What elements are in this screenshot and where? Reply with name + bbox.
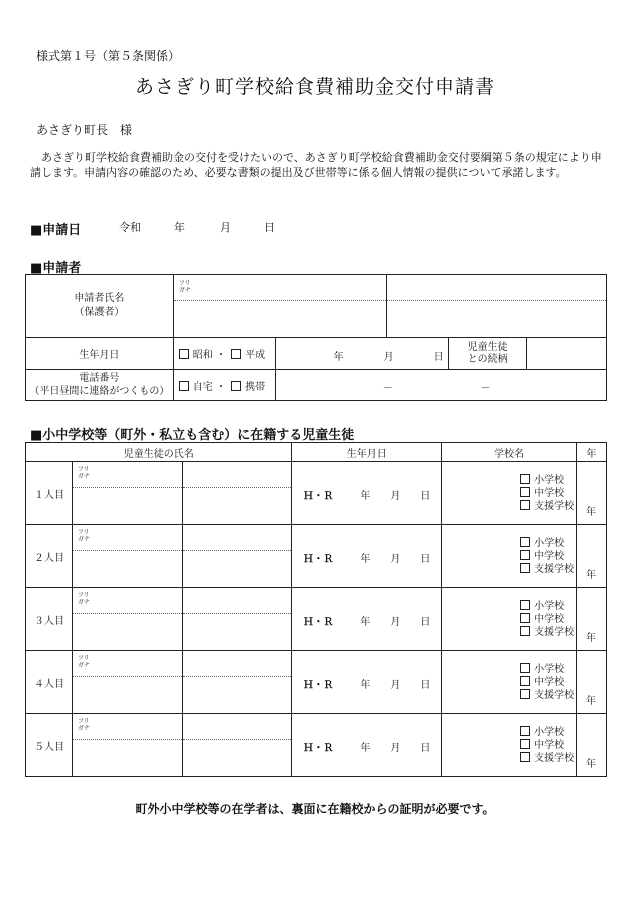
student-birth-field[interactable]: Ｈ・Ｒ 年 月 日 (292, 714, 442, 777)
showa-checkbox[interactable] (179, 349, 189, 359)
student-school-options[interactable]: 小学校 中学校 支援学校 (442, 714, 577, 777)
student-birth-field[interactable]: Ｈ・Ｒ 年 月 日 (292, 525, 442, 588)
student-name-field[interactable] (182, 714, 292, 777)
student-name-field[interactable] (182, 651, 292, 714)
footer-note: 町外小中学校等の在学者は、裏面に在籍校からの証明が必要です。 (135, 802, 495, 816)
support-school-checkbox[interactable] (520, 689, 530, 699)
phone-type-options[interactable]: 自宅 ・ 携帯 (173, 370, 275, 401)
elementary-checkbox[interactable] (520, 726, 530, 736)
student-school-options[interactable]: 小学校 中学校 支援学校 (442, 588, 577, 651)
applicant-name-field[interactable] (173, 275, 387, 338)
student-row (26, 462, 607, 525)
junior-high-checkbox[interactable] (520, 676, 530, 686)
furigana-label: フリ ガナ (77, 466, 90, 480)
elementary-checkbox[interactable] (520, 663, 530, 673)
student-school-options[interactable]: 小学校 中学校 支援学校 (442, 525, 577, 588)
support-school-checkbox[interactable] (520, 752, 530, 762)
elementary-checkbox[interactable] (520, 537, 530, 547)
applicant-table (25, 274, 607, 401)
junior-high-checkbox[interactable] (520, 487, 530, 497)
birth-date-field[interactable]: 年 月 日 (275, 338, 449, 370)
student-furigana-field[interactable] (72, 588, 182, 651)
student-row (26, 714, 607, 777)
student-name-field[interactable] (182, 525, 292, 588)
col-grade: 年 (577, 443, 607, 462)
furigana-label: フリ ガナ (77, 655, 90, 669)
junior-high-checkbox[interactable] (520, 739, 530, 749)
student-grade-field[interactable]: 年 (577, 714, 607, 777)
furigana-label: フリ ガナ (77, 718, 90, 732)
support-school-checkbox[interactable] (520, 500, 530, 510)
student-grade-field[interactable]: 年 (577, 525, 607, 588)
student-grade-field[interactable]: 年 (577, 462, 607, 525)
application-date-heading: ■申請日 (30, 223, 82, 238)
student-index: ５人目 (26, 714, 73, 777)
support-school-checkbox[interactable] (520, 563, 530, 573)
students-table (25, 442, 607, 777)
student-furigana-field[interactable] (72, 525, 182, 588)
student-birth-field[interactable]: Ｈ・Ｒ 年 月 日 (292, 462, 442, 525)
student-index: ３人目 (26, 588, 73, 651)
student-row (26, 588, 607, 651)
student-grade-field[interactable]: 年 (577, 588, 607, 651)
applicant-heading: ■申請者 (30, 261, 82, 276)
student-birth-field[interactable]: Ｈ・Ｒ 年 月 日 (292, 651, 442, 714)
relation-label: 児童生徒 との続柄 (449, 338, 527, 370)
addressee: あさぎり町長 様 (36, 123, 133, 137)
student-furigana-field[interactable] (72, 462, 182, 525)
applicant-name-label: 申請者氏名 （保護者） (26, 275, 174, 338)
student-grade-field[interactable]: 年 (577, 651, 607, 714)
student-school-options[interactable]: 小学校 中学校 支援学校 (442, 462, 577, 525)
student-index: １人目 (26, 462, 73, 525)
student-school-options[interactable]: 小学校 中学校 支援学校 (442, 651, 577, 714)
student-name-field[interactable] (182, 588, 292, 651)
student-furigana-field[interactable] (72, 714, 182, 777)
phone-label: 電話番号 （平日昼間に連絡がつくもの） (26, 370, 174, 401)
date-month-field[interactable]: 月 (220, 221, 231, 234)
mobile-phone-checkbox[interactable] (231, 381, 241, 391)
student-index: ２人目 (26, 525, 73, 588)
relation-field[interactable] (527, 338, 607, 370)
application-date-row (30, 219, 330, 238)
student-birth-field[interactable]: Ｈ・Ｒ 年 月 日 (292, 588, 442, 651)
junior-high-checkbox[interactable] (520, 550, 530, 560)
home-phone-checkbox[interactable] (179, 381, 189, 391)
birth-era-options[interactable]: 昭和 ・ 平成 (173, 338, 275, 370)
student-row (26, 651, 607, 714)
col-student-name: 児童生徒の氏名 (26, 443, 292, 462)
applicant-name-field-2[interactable] (387, 275, 607, 338)
col-birth: 生年月日 (292, 443, 442, 462)
students-heading: ■小中学校等（町外・私立も含む）に在籍する児童生徒 (30, 428, 355, 443)
col-school: 学校名 (442, 443, 577, 462)
student-furigana-field[interactable] (72, 651, 182, 714)
phone-number-field[interactable]: － － (275, 370, 606, 401)
elementary-checkbox[interactable] (520, 474, 530, 484)
student-row (26, 525, 607, 588)
furigana-label: フリ ガナ (77, 529, 90, 543)
student-name-field[interactable] (182, 462, 292, 525)
junior-high-checkbox[interactable] (520, 613, 530, 623)
date-day-field[interactable]: 日 (264, 221, 275, 234)
birth-label: 生年月日 (26, 338, 174, 370)
furigana-label: フリ ガナ (77, 592, 90, 606)
page-title: あさぎり町学校給食費補助金交付申請書 (134, 76, 495, 98)
student-index: ４人目 (26, 651, 73, 714)
elementary-checkbox[interactable] (520, 600, 530, 610)
intro-paragraph: あさぎり町学校給食費補助金の交付を受けたいので、あさぎり町学校給食費補助金交付要綱第５条の規定により申請します。申請内容の確認のため、必要な書類の提出及び世帯等に係る個人情報の提供について承諾します。 (30, 151, 602, 179)
furigana-label: フリ ガナ (178, 280, 191, 294)
form-number: 様式第１号（第５条関係） (36, 49, 181, 63)
date-year-field[interactable]: 年 (174, 221, 185, 234)
era-label: 令和 (119, 221, 141, 234)
heisei-checkbox[interactable] (231, 349, 241, 359)
support-school-checkbox[interactable] (520, 626, 530, 636)
